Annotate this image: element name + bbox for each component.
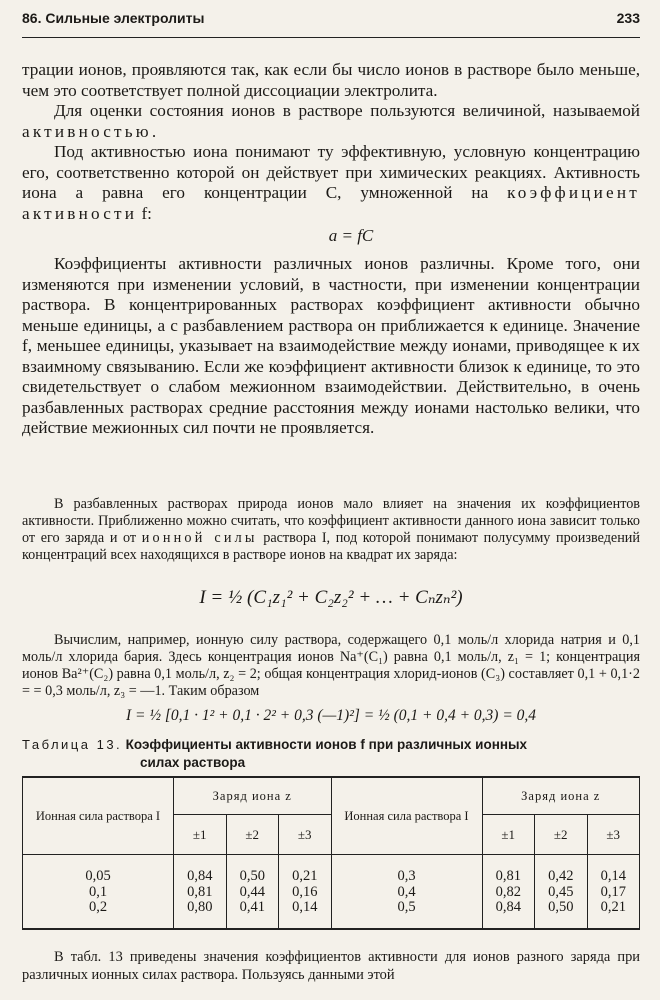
paragraph-example: Вычислим, например, ионную силу раствора, содержащего 0,1 моль/л хлорида натрия и 0,1 моль/л хлорида бария. Здесь концентрация ионов Na⁺(C₁) равна 0,1 моль/л, z₁ = 1; концентрация ионов Ba²⁺(C₂) равна 0,1 моль/л, z₂ = 2; общая концентрация хлорид-ионов (C₃) составляет 0,1 + 0,1·2 = = 0,3 моль/л, z₃ = —1. Таким образом [22,632,640,700]
paragraph-bottom: В табл. 13 приведены значения коэффициентов активности для ионов разного заряда при различных ионных силах раствора. Пользуясь данными этой [22,949,640,983]
table-title-line2: силах раствора [140,755,246,770]
table-data-row [23,855,640,929]
header-rule [22,37,640,38]
small-text-2 [22,618,640,714]
coef-z3-left: 0,21 0,16 0,14 [279,855,332,929]
charge-3-left: ±3 [279,815,332,855]
paragraph-2-text: Для оценки состояния ионов в растворе пользуются величиной, называемой [54,101,640,120]
ionic-strength-text: В разбавленных растворах природа ионов мало влияет на значения их коэффициентов активности. Приближенно можно считать, что коэффициент активности данного иона зависит только от его заряда и от [22,496,640,546]
paragraph-1: трации ионов, проявляются так, как если бы число ионов в растворе было меньше, чем это соответствует полной диссоциации электролита. [22,60,640,100]
header-charge-right: Заряд иона z [482,777,640,815]
charge-3-right: ±3 [587,815,640,855]
bottom-text [22,948,640,984]
coef-z3-right: 0,14 0,17 0,21 [587,855,640,929]
coef-z2-right: 0,42 0,45 0,50 [535,855,588,929]
page-number: 233 [616,10,640,26]
ionic-strength-end: раствора I, под которой понимают полусумму произведений концентраций всех находящихся в растворе ионов на квадрат их заряда: [22,530,640,563]
formula-activity: a = fC [328,226,374,245]
header-ionic-strength-right: Ионная сила раствора I [331,777,482,855]
formula-ionic-strength: I = ½ (C₁z₁² + C₂z₂² + … + Cₙzₙ²) [199,587,463,608]
coef-z1-right: 0,81 0,82 0,84 [482,855,535,929]
table-header-row [23,777,640,815]
formula-calculation: I = ½ [0,1 · 1² + 0,1 · 2² + 0,3 (—1)²] = ½ (0,1 + 0,4 + 0,3) = 0,4 [125,707,537,724]
paragraph-3-text: Под активностью иона понимают ту эффективную, условную концентрацию его, соответственно которой он действует при химических реакциях. Активность иона a равна его концентрации C, умноженной на [22,142,640,202]
charge-2-left: ±2 [226,815,279,855]
ionic-strength-values-right: 0,3 0,4 0,5 [331,855,482,929]
table-caption [22,736,640,771]
activity-coefficient-table [22,776,640,930]
header-ionic-strength-left: Ионная сила раствора I [23,777,174,855]
paragraph-3 [22,142,640,224]
main-text [22,60,640,439]
term-activity-coefficient: коэффициент активности [22,183,640,223]
table-label: Таблица 13. [22,737,123,752]
paragraph-3-end: f: [137,203,152,223]
charge-2-right: ±2 [535,815,588,855]
section-title: 86. Сильные электролиты [22,10,205,26]
paragraph-2-end: . [151,121,157,141]
running-header [22,8,640,30]
charge-1-left: ±1 [174,815,227,855]
charge-1-right: ±1 [482,815,535,855]
table-title-line1: Коэффициенты активности ионов f при различных ионных [125,737,528,752]
paragraph-ionic-strength [22,496,640,564]
ionic-strength-values-left: 0,05 0,1 0,2 [23,855,174,929]
coef-z1-left: 0,84 0,81 0,80 [174,855,227,929]
coef-z2-left: 0,50 0,44 0,41 [226,855,279,929]
header-charge-left: Заряд иона z [174,777,332,815]
paragraph-2 [22,101,640,142]
term-ionic-strength: ионной силы [141,530,258,546]
paragraph-4: Коэффициенты активности различных ионов различны. Кроме того, они изменяются при изменении условий, в частности, при изменении концентрации раствора. В концентрированных растворах коэффициент активности обычно меньше единицы, а с разбавлением раствора он приближается к единице. Значение f, меньшее единицы, указывает на взаимодействие между ионами, приводящее к их взаимному связыванию. Если же коэффициент активности близок к единице, то это свидетельствует о слабом межионном взаимодействии. Действительно, в очень разбавленных растворах средние расстояния между ионами настолько велики, что действие межионных сил почти не проявляется. [22,254,640,437]
small-text-1 [22,496,640,564]
term-activity: активностью [22,121,152,141]
